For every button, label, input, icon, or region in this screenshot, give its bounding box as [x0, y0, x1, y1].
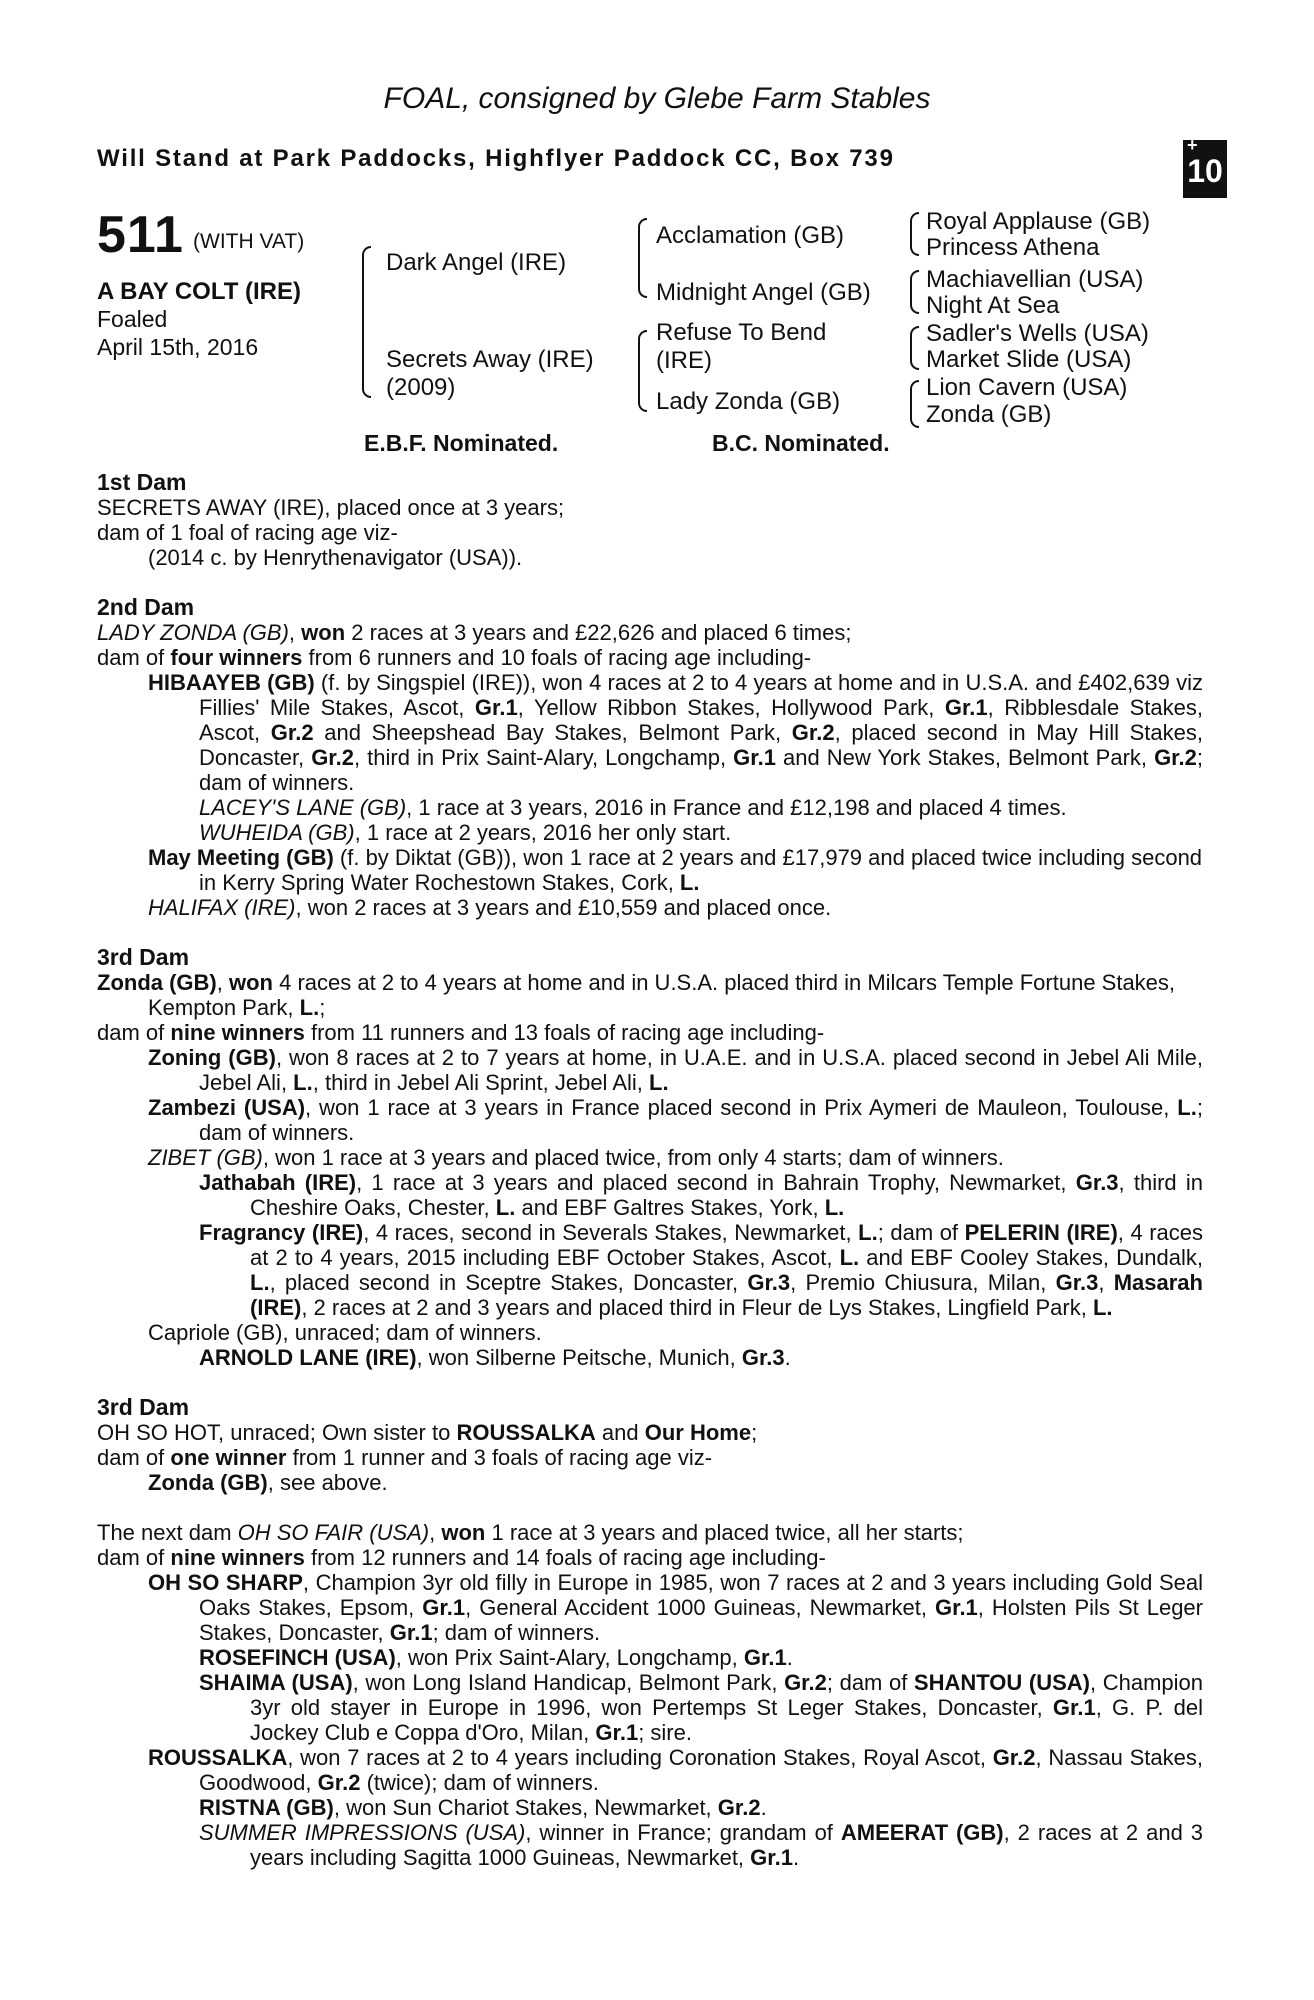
- produce-entry: Capriole (GB), unraced; dam of winners.: [148, 1320, 542, 1345]
- fourth-dam-record: OH SO HOT, unraced; Own sister to ROUSSALKA and Our Home;: [97, 1420, 758, 1445]
- second-dam-record: LADY ZONDA (GB), won 2 races at 3 years and £22,626 and placed 6 times;: [97, 620, 852, 645]
- pedigree-brace-ss: [910, 212, 919, 256]
- first-dam-line: dam of 1 foal of racing age viz-: [97, 520, 398, 545]
- sire-sire: Acclamation (GB): [656, 222, 845, 249]
- sire-dam: Midnight Angel (GB): [656, 279, 871, 306]
- produce-entry: OH SO SHARP, Champion 3yr old filly in Europe in 1985, won 7 races at 2 and 3 years including Gold Seal Oaks Stakes, Epsom, Gr.1, General Accident 1000 Guineas, Newmarket, Gr.1, Holsten Pils St Leger Stakes, Doncaster, Gr.1; dam of winners.: [148, 1570, 1203, 1645]
- dam-year: (2009): [386, 374, 456, 401]
- produce-entry: Jathabah (IRE), 1 race at 3 years and placed second in Bahrain Trophy, Newmarket, Gr.3, third in Cheshire Oaks, Chester, L. and EBF Galtres Stakes, York, L.: [199, 1170, 1203, 1220]
- first-dam-line: (2014 c. by Henrythenavigator (USA)).: [148, 545, 523, 570]
- horse-description: A BAY COLT (IRE): [97, 278, 302, 305]
- pedigree-brace-sd: [910, 270, 919, 314]
- dam-sire-sire: Sadler's Wells (USA): [926, 320, 1149, 347]
- third-dam-record: Zonda (GB), won 4 races at 2 to 4 years at home and in U.S.A. placed third in Milcars Temple Fortune Stakes, Kempton Park, L.;: [97, 970, 1176, 1020]
- pedigree-brace-sire: [638, 218, 647, 298]
- produce-entry: Zambezi (USA), won 1 race at 3 years in France placed second in Prix Aymeri de Mauleon, Toulouse, L.; dam of winners.: [148, 1095, 1203, 1145]
- next-dam-produce: dam of nine winners from 12 runners and 14 foals of racing age including-: [97, 1545, 826, 1570]
- produce-entry: Fragrancy (IRE), 4 races, second in Severals Stakes, Newmarket, L.; dam of PELERIN (IRE), 4 races at 2 to 4 years, 2015 including EBF October Stakes, Ascot, L. and EBF Cooley Stakes, Dundalk, L., placed second in Sceptre Stakes, Doncaster, Gr.3, Premio Chiusura, Milan, Gr.3, Masarah (IRE), 2 races at 2 and 3 years and placed third in Fleur de Lys Stakes, Lingfield Park, L.: [199, 1220, 1204, 1320]
- pedigree-brace-main: [362, 246, 371, 398]
- produce-entry: LACEY'S LANE (GB), 1 race at 3 years, 2016 in France and £12,198 and placed 4 times.: [199, 795, 1067, 820]
- pedigree-brace-dam: [638, 330, 647, 412]
- produce-entry: ARNOLD LANE (IRE), won Silberne Peitsche, Munich, Gr.3.: [199, 1345, 791, 1370]
- produce-entry: Zonda (GB), see above.: [148, 1470, 388, 1495]
- dam: Secrets Away (IRE): [386, 346, 594, 373]
- sire-dam-dam: Night At Sea: [926, 292, 1060, 319]
- page-title: FOAL, consigned by Glebe Farm Stables: [383, 82, 931, 115]
- ebf-nominated: E.B.F. Nominated.: [364, 430, 559, 456]
- ten-plus-badge: [1183, 135, 1227, 198]
- produce-entry: RISTNA (GB), won Sun Chariot Stakes, Newmarket, Gr.2.: [199, 1795, 767, 1820]
- sire-dam-sire: Machiavellian (USA): [926, 266, 1144, 293]
- sire-sire-sire: Royal Applause (GB): [926, 208, 1151, 235]
- lot-number: 511: [97, 206, 184, 264]
- produce-entry: ROUSSALKA, won 7 races at 2 to 4 years including Coronation Stakes, Royal Ascot, Gr.2, Nassau Stakes, Goodwood, Gr.2 (twice); dam of winners.: [148, 1745, 1203, 1795]
- produce-entry: HIBAAYEB (GB) (f. by Singspiel (IRE)), won 4 races at 2 to 4 years at home and in U.S.A. and £402,639 viz Fillies' Mile Stakes, Ascot, Gr.1, Yellow Ribbon Stakes, Hollywood Park, Gr.1, Ribblesdale Stakes, Ascot, Gr.2 and Sheepshead Bay Stakes, Belmont Park, Gr.2, placed second in May Hill Stakes, Doncaster, Gr.2, third in Prix Saint-Alary, Longchamp, Gr.1 and New York Stakes, Belmont Park, Gr.2; dam of winners.: [148, 670, 1204, 795]
- bc-nominated: B.C. Nominated.: [712, 430, 890, 456]
- dam-sire-country: (IRE): [656, 347, 712, 374]
- pedigree-brace-dd: [910, 380, 919, 428]
- produce-entry: SUMMER IMPRESSIONS (USA), winner in France; grandam of AMEERAT (GB), 2 races at 2 and 3 years including Sagitta 1000 Guineas, Newmarket, Gr.1.: [199, 1820, 1203, 1870]
- produce-entry: SHAIMA (USA), won Long Island Handicap, Belmont Park, Gr.2; dam of SHANTOU (USA), Champion 3yr old stayer in Europe in 1996, won Pertemps St Leger Stakes, Doncaster, Gr.1, G. P. del Jockey Club e Coppa d'Oro, Milan, Gr.1; sire.: [199, 1670, 1203, 1745]
- fourth-dam-produce: dam of one winner from 1 runner and 3 foals of racing age viz-: [97, 1445, 713, 1470]
- dam-sire-dam: Market Slide (USA): [926, 346, 1132, 373]
- sire-sire-dam: Princess Athena: [926, 234, 1100, 261]
- foaled-label: Foaled: [97, 306, 168, 332]
- second-dam-heading: 2nd Dam: [97, 594, 195, 620]
- foaled-date: April 15th, 2016: [97, 334, 259, 360]
- pedigree-brace-ds: [910, 326, 919, 370]
- produce-entry: ROSEFINCH (USA), won Prix Saint-Alary, Longchamp, Gr.1.: [199, 1645, 793, 1670]
- next-dam-record: The next dam OH SO FAIR (USA), won 1 race at 3 years and placed twice, all her starts;: [97, 1520, 964, 1545]
- stand-location: Will Stand at Park Paddocks, Highflyer Paddock CC, Box 739: [97, 145, 895, 172]
- pedigree-notes: [97, 470, 1203, 1870]
- fourth-dam-heading: 3rd Dam: [97, 1394, 190, 1420]
- third-dam-produce: dam of nine winners from 11 runners and 13 foals of racing age including-: [97, 1020, 825, 1045]
- dam-dam-sire: Lion Cavern (USA): [926, 374, 1128, 401]
- produce-entry: WUHEIDA (GB), 1 race at 2 years, 2016 her only start.: [199, 820, 732, 845]
- sire: Dark Angel (IRE): [386, 249, 567, 276]
- produce-entry: May Meeting (GB) (f. by Diktat (GB)), won 1 race at 2 years and £17,979 and placed twice including second in Kerry Spring Water Rochestown Stakes, Cork, L.: [148, 845, 1203, 895]
- vat-note: (WITH VAT): [193, 230, 305, 253]
- dam-dam: Lady Zonda (GB): [656, 388, 841, 415]
- badge-number: 10: [1187, 153, 1223, 189]
- first-dam-heading: 1st Dam: [97, 469, 187, 495]
- first-dam-line: SECRETS AWAY (IRE), placed once at 3 years;: [97, 495, 565, 520]
- produce-entry: Zoning (GB), won 8 races at 2 to 7 years at home, in U.A.E. and in U.S.A. placed second in Jebel Ali Mile, Jebel Ali, L., third in Jebel Ali Sprint, Jebel Ali, L.: [148, 1045, 1203, 1095]
- produce-entry: ZIBET (GB), won 1 race at 3 years and placed twice, from only 4 starts; dam of winners.: [148, 1145, 1004, 1170]
- produce-entry: HALIFAX (IRE), won 2 races at 3 years and £10,559 and placed once.: [148, 895, 832, 920]
- badge-plus: +: [1187, 135, 1198, 155]
- second-dam-produce: dam of four winners from 6 runners and 10 foals of racing age including-: [97, 645, 812, 670]
- third-dam-heading: 3rd Dam: [97, 944, 190, 970]
- dam-dam-dam: Zonda (GB): [926, 401, 1052, 428]
- dam-sire: Refuse To Bend: [656, 319, 827, 346]
